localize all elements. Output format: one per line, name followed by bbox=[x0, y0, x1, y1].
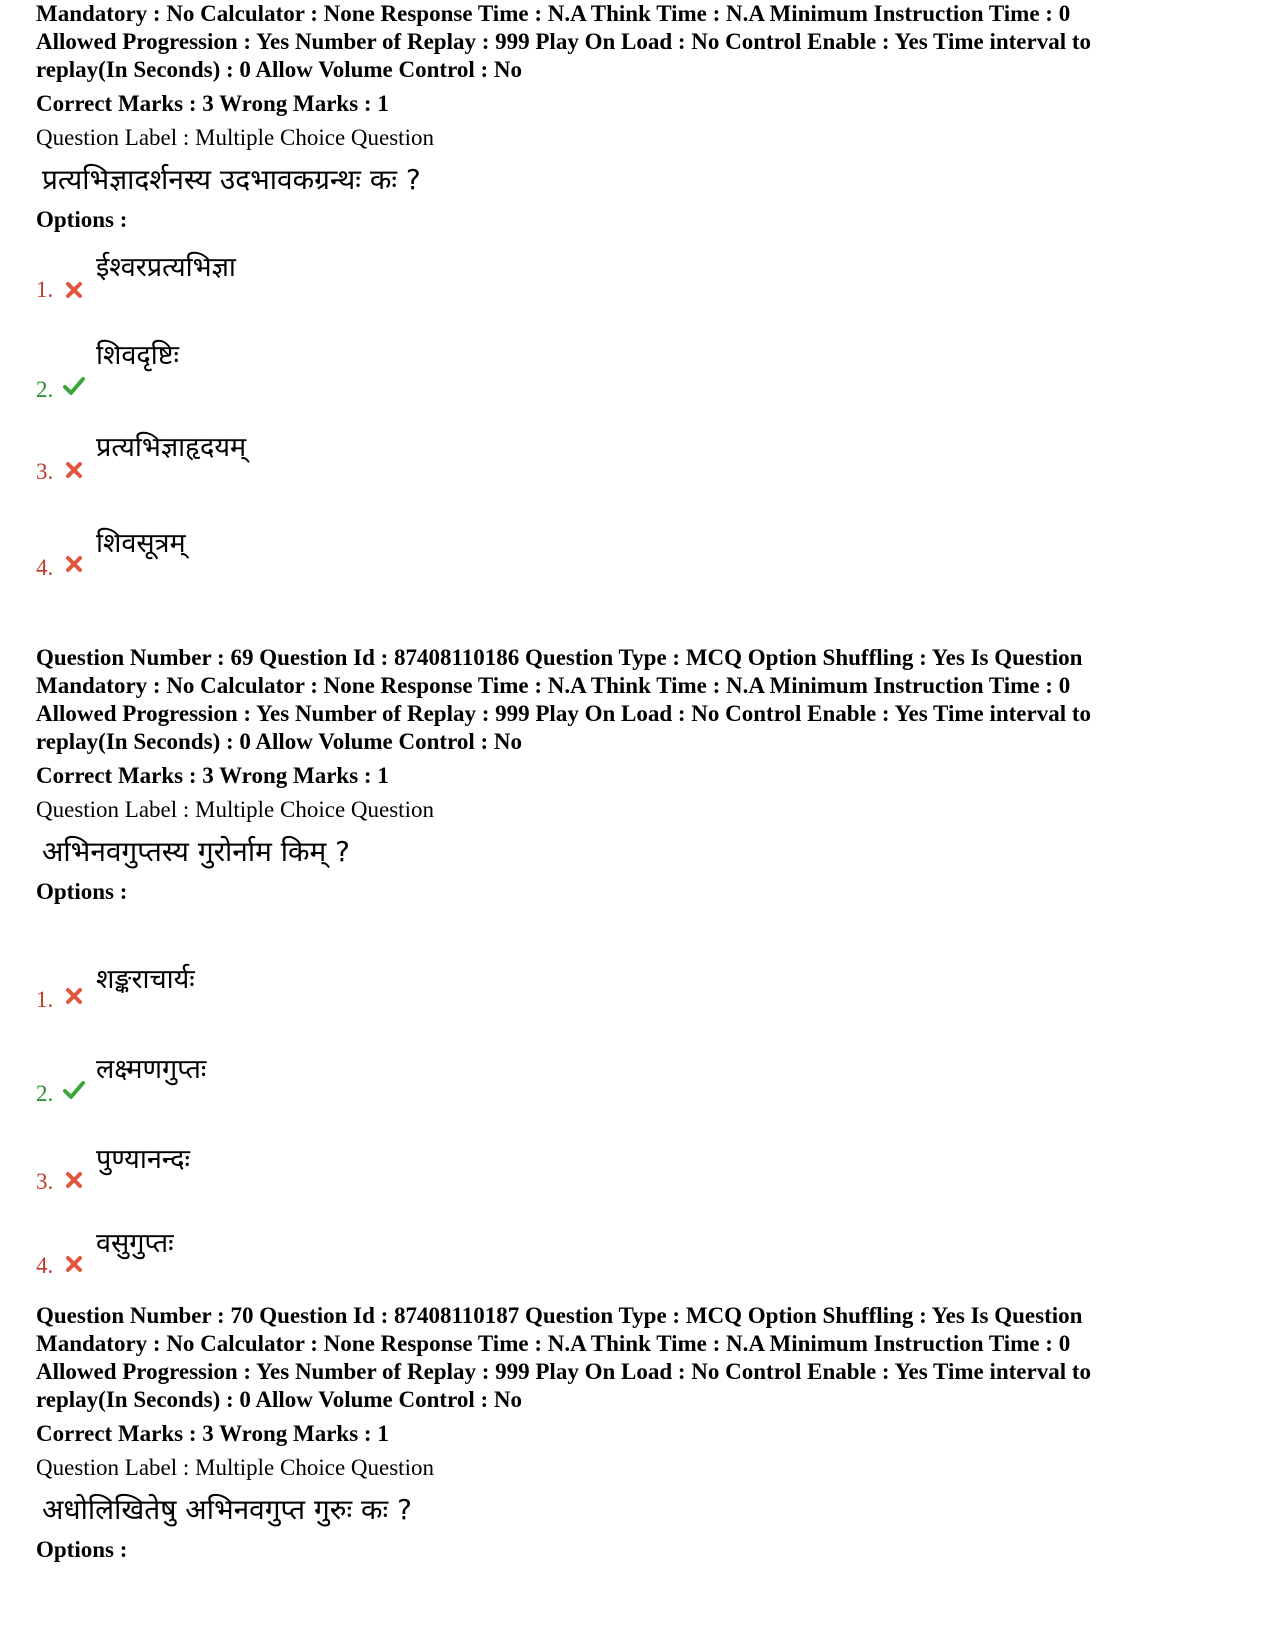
options-heading: Options : bbox=[36, 879, 128, 904]
options-list bbox=[36, 250, 1236, 610]
question-block-69 bbox=[36, 644, 1236, 906]
option-text: शिवसूत्रम् bbox=[96, 528, 186, 559]
option-number: 4. bbox=[36, 1253, 54, 1278]
option-number: 4. bbox=[36, 555, 54, 580]
cross-icon bbox=[62, 458, 86, 482]
option-number: 2. bbox=[36, 1081, 54, 1106]
option-text: पुण्यानन्दः bbox=[96, 1144, 190, 1175]
question-block-70 bbox=[36, 1302, 1236, 1564]
cross-icon bbox=[62, 984, 86, 1008]
meta-line: Allowed Progression : Yes Number of Replay : 999 Play On Load : No Control Enable : Yes Time interval to bbox=[36, 1359, 1092, 1384]
option-number: 1. bbox=[36, 277, 54, 302]
question-meta bbox=[36, 1302, 1236, 1414]
cross-icon bbox=[62, 552, 86, 576]
cross-icon bbox=[62, 1168, 86, 1192]
meta-line: replay(In Seconds) : 0 Allow Volume Control : No bbox=[36, 1387, 523, 1412]
option-item bbox=[36, 250, 1236, 340]
question-text: अभिनवगुप्तस्य गुरोर्नाम किम् ? bbox=[42, 835, 350, 868]
marks-line: Correct Marks : 3 Wrong Marks : 1 bbox=[36, 91, 389, 116]
option-number: 3. bbox=[36, 459, 54, 484]
marks-line: Correct Marks : 3 Wrong Marks : 1 bbox=[36, 763, 389, 788]
option-number: 2. bbox=[36, 377, 54, 402]
option-item bbox=[36, 528, 1236, 628]
meta-line: Mandatory : No Calculator : None Response Time : N.A Think Time : N.A Minimum Instruction Time : 0 bbox=[36, 673, 1071, 698]
option-text: प्रत्यभिज्ञाहृदयम् bbox=[96, 432, 247, 463]
meta-line: Allowed Progression : Yes Number of Replay : 999 Play On Load : No Control Enable : Yes Time interval to bbox=[36, 701, 1092, 726]
option-item bbox=[36, 432, 1236, 538]
options-list bbox=[36, 962, 1236, 1322]
check-icon bbox=[62, 1078, 86, 1102]
check-icon bbox=[62, 374, 86, 398]
options-heading: Options : bbox=[36, 1537, 128, 1562]
option-text: ईश्वरप्रत्यभिज्ञा bbox=[96, 252, 236, 283]
option-text: लक्ष्मणगुप्तः bbox=[96, 1054, 207, 1085]
option-number: 3. bbox=[36, 1169, 54, 1194]
option-number: 1. bbox=[36, 987, 54, 1012]
option-item bbox=[36, 1052, 1236, 1142]
option-text: शङ्कराचार्यः bbox=[96, 964, 195, 995]
meta-line: replay(In Seconds) : 0 Allow Volume Control : No bbox=[36, 57, 523, 82]
marks-line: Correct Marks : 3 Wrong Marks : 1 bbox=[36, 1421, 389, 1446]
cross-icon bbox=[62, 278, 86, 302]
question-label: Question Label : Multiple Choice Question bbox=[36, 125, 434, 150]
question-text: प्रत्यभिज्ञादर्शनस्य उदभावकग्रन्थः कः ? bbox=[42, 163, 421, 196]
meta-line: Mandatory : No Calculator : None Response Time : N.A Think Time : N.A Minimum Instruction Time : 0 bbox=[36, 1331, 1071, 1356]
meta-line: Question Number : 69 Question Id : 87408110186 Question Type : MCQ Option Shuffling : Yes Is Question bbox=[36, 645, 1083, 670]
meta-line: Allowed Progression : Yes Number of Replay : 999 Play On Load : No Control Enable : Yes Time interval to bbox=[36, 29, 1092, 54]
option-text: शिवदृष्टिः bbox=[96, 340, 179, 371]
question-meta bbox=[36, 644, 1236, 756]
meta-line: Mandatory : No Calculator : None Response Time : N.A Think Time : N.A Minimum Instruction Time : 0 bbox=[36, 1, 1071, 26]
option-item bbox=[36, 962, 1236, 1052]
option-text: वसुगुप्तः bbox=[96, 1228, 174, 1259]
question-text: अधोलिखितेषु अभिनवगुप्त गुरुः कः ? bbox=[42, 1493, 412, 1526]
cross-icon bbox=[62, 1252, 86, 1276]
options-heading: Options : bbox=[36, 207, 128, 232]
question-meta bbox=[36, 0, 1236, 84]
option-item bbox=[36, 1142, 1236, 1232]
question-label: Question Label : Multiple Choice Question bbox=[36, 1455, 434, 1480]
meta-line: Question Number : 70 Question Id : 87408110187 Question Type : MCQ Option Shuffling : Yes Is Question bbox=[36, 1303, 1083, 1328]
option-item bbox=[36, 340, 1236, 442]
question-label: Question Label : Multiple Choice Question bbox=[36, 797, 434, 822]
meta-line: replay(In Seconds) : 0 Allow Volume Control : No bbox=[36, 729, 523, 754]
question-block-68 bbox=[36, 0, 1236, 234]
